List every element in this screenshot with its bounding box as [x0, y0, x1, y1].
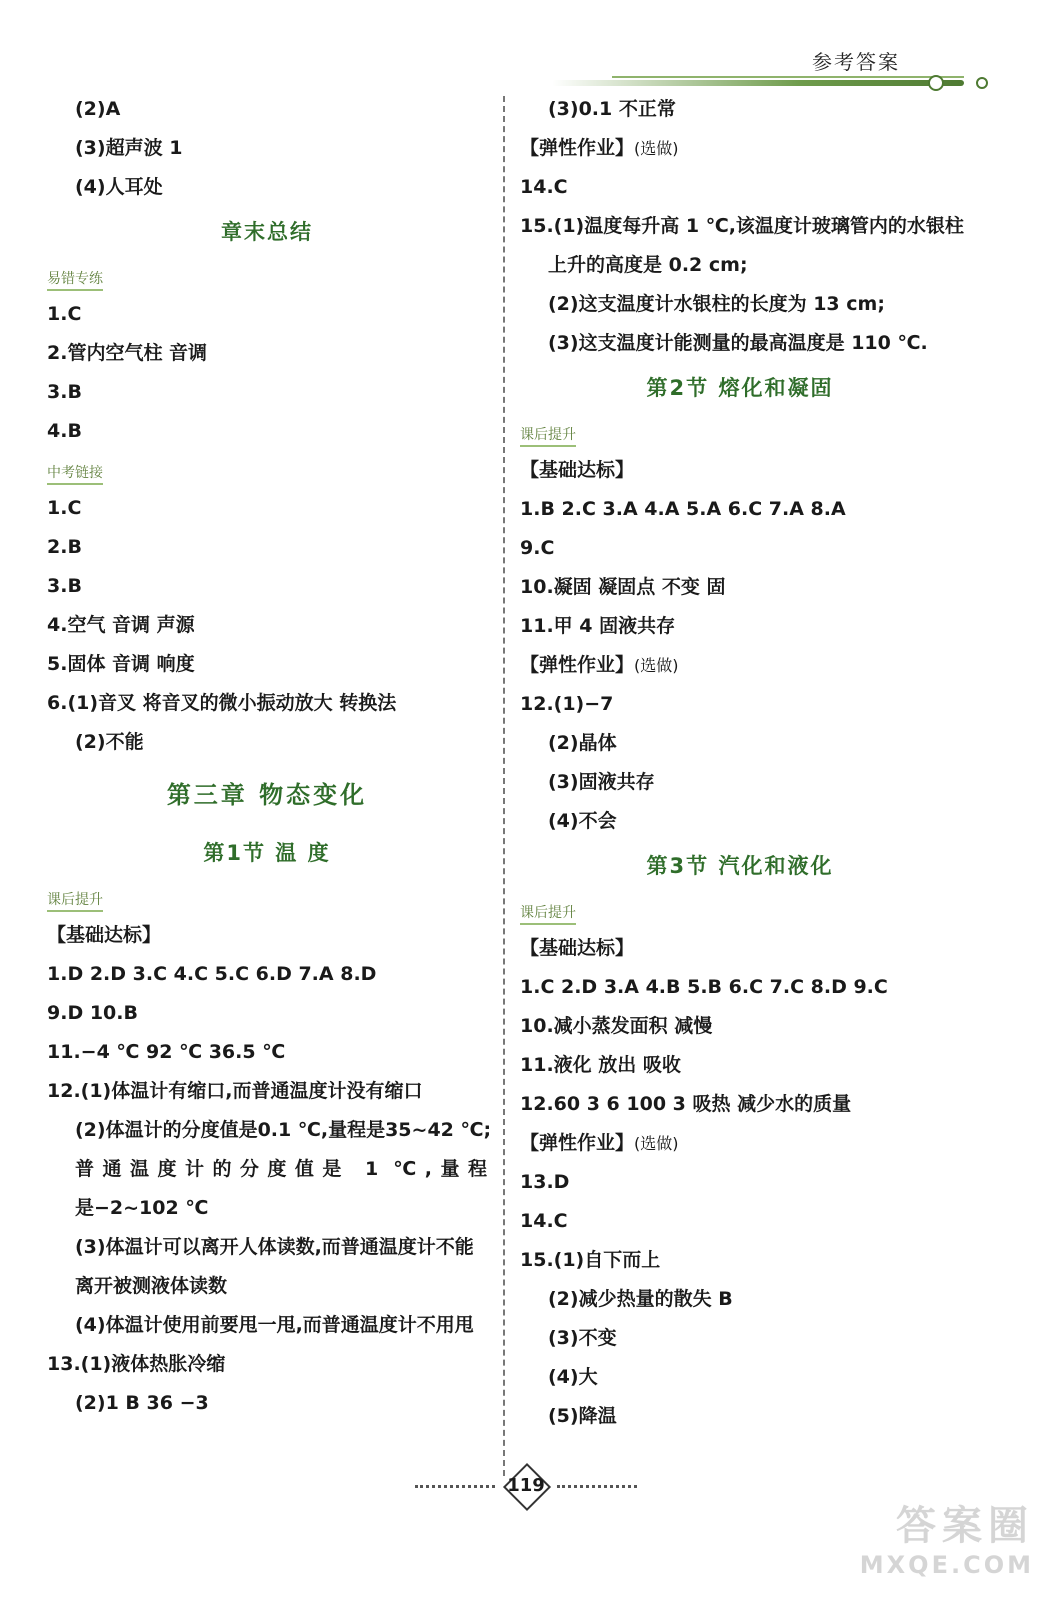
answer-line: 6.(1)音叉 将音叉的微小振动放大 转换法: [47, 692, 397, 714]
answer-line: 15.(1)自下而上: [520, 1249, 661, 1271]
answer-line: 5.固体 音调 响度: [47, 653, 195, 675]
answer-line: 9.C: [520, 537, 555, 559]
subsection-tag-error: 易错专练: [47, 257, 487, 295]
answer-line: (3)体温计可以离开人体读数,而普通温度计不能: [75, 1236, 474, 1258]
answer-line: (3)固液共存: [548, 771, 655, 793]
answer-line: (2)晶体: [548, 732, 617, 754]
answer-line: 普通温度计的分度值是 1 ℃,量程: [75, 1158, 487, 1180]
basic-label: 【基础达标】: [47, 924, 162, 946]
header-circle-icon: [928, 75, 944, 91]
footer-dots-right: [557, 1485, 637, 1488]
answer-line: 1.D 2.D 3.C 4.C 5.C 6.D 7.A 8.D: [47, 963, 377, 985]
answer-line: 9.D 10.B: [47, 1002, 138, 1024]
basic-label: 【基础达标】: [520, 937, 635, 959]
answer-line: (4)大: [548, 1366, 598, 1388]
page-number: 119: [506, 1466, 546, 1506]
answer-line: 11.甲 4 固液共存: [520, 615, 676, 637]
footer-dots-left: [415, 1485, 495, 1488]
answer-line: 2.管内空气柱 音调: [47, 342, 208, 364]
answer-line: 11.液化 放出 吸收: [520, 1054, 681, 1076]
answer-line: (2)不能: [75, 731, 144, 753]
answer-line: 11.−4 ℃ 92 ℃ 36.5 ℃: [47, 1041, 286, 1063]
answer-line: (2)A: [75, 98, 121, 120]
subsection-tag-exam: 中考链接: [47, 451, 487, 489]
answer-line: 3.B: [47, 575, 82, 597]
answer-line: 1.C: [47, 303, 82, 325]
section-title: 第1节 温 度: [203, 841, 331, 865]
chapter-title: 第三章 物态变化: [166, 781, 368, 809]
answer-line: (2)体温计的分度值是0.1 ℃,量程是35~42 ℃;: [75, 1119, 492, 1141]
subsection-tag-after: 课后提升: [47, 878, 487, 916]
answer-line: (3)0.1 不正常: [548, 98, 676, 120]
answer-line: 1.C 2.D 3.A 4.B 5.B 6.C 7.C 8.D 9.C: [520, 976, 888, 998]
answer-line: 10.凝固 凝固点 不变 固: [520, 576, 726, 598]
answer-line: 10.减小蒸发面积 减慢: [520, 1015, 713, 1037]
answer-line: 13.D: [520, 1171, 570, 1193]
answer-line: 12.60 3 6 100 3 吸热 减少水的质量: [520, 1093, 852, 1115]
answer-line: 15.(1)温度每升高 1 ℃,该温度计玻璃管内的水银柱: [520, 215, 964, 237]
answer-line: (4)不会: [548, 810, 617, 832]
header-title: 参考答案: [812, 50, 900, 74]
flex-label: 【弹性作业】(选做): [520, 137, 679, 159]
answer-line: 是−2~102 ℃: [75, 1197, 209, 1219]
subsection-tag-after: 课后提升: [520, 891, 960, 929]
flex-label: 【弹性作业】(选做): [520, 654, 679, 676]
answer-line: 上升的高度是 0.2 cm;: [548, 254, 748, 276]
right-column: [520, 90, 964, 1436]
answer-line: 14.C: [520, 1210, 568, 1232]
answer-line: (2)减少热量的散失 B: [548, 1288, 733, 1310]
answer-line: (3)这支温度计能测量的最高温度是 110 ℃.: [548, 332, 928, 354]
answer-line: 4.空气 音调 声源: [47, 614, 195, 636]
header-small-circle-icon: [976, 77, 988, 89]
watermark-logo: [844, 1494, 1034, 1590]
header-rule: [552, 80, 964, 86]
flex-label: 【弹性作业】(选做): [520, 1132, 679, 1154]
answer-line: (3)超声波 1: [75, 137, 183, 159]
answer-line: 12.(1)体温计有缩口,而普通温度计没有缩口: [47, 1080, 423, 1102]
subsection-tag-after: 课后提升: [520, 413, 960, 451]
answer-line: (2)这支温度计水银柱的长度为 13 cm;: [548, 293, 885, 315]
answer-line: (5)降温: [548, 1405, 617, 1427]
summary-title: 章末总结: [221, 220, 313, 244]
section-title: 第3节 汽化和液化: [646, 854, 834, 878]
section-title: 第2节 熔化和凝固: [646, 376, 834, 400]
answer-line: 14.C: [520, 176, 568, 198]
answer-line: 1.B 2.C 3.A 4.A 5.A 6.C 7.A 8.A: [520, 498, 846, 520]
answer-line: (3)不变: [548, 1327, 617, 1349]
column-divider: [503, 96, 505, 1476]
header-rule-thin: [612, 76, 964, 78]
answer-line: (2)1 B 36 −3: [75, 1392, 209, 1414]
answer-line: (4)人耳处: [75, 176, 163, 198]
answer-line: 13.(1)液体热胀冷缩: [47, 1353, 226, 1375]
answer-line: 离开被测液体读数: [75, 1275, 228, 1297]
left-column: [47, 90, 492, 1423]
answer-line: 12.(1)−7: [520, 693, 614, 715]
answer-line: (4)体温计使用前要甩一甩,而普通温度计不用甩: [75, 1314, 474, 1336]
page-header: [552, 40, 992, 92]
basic-label: 【基础达标】: [520, 459, 635, 481]
answer-line: 2.B: [47, 536, 82, 558]
answer-line: 3.B: [47, 381, 82, 403]
answer-line: 4.B: [47, 420, 82, 442]
watermark-url: MXQE.COM: [859, 1551, 1034, 1579]
answer-line: 1.C: [47, 497, 82, 519]
watermark-text: 答案圈: [896, 1503, 1034, 1549]
